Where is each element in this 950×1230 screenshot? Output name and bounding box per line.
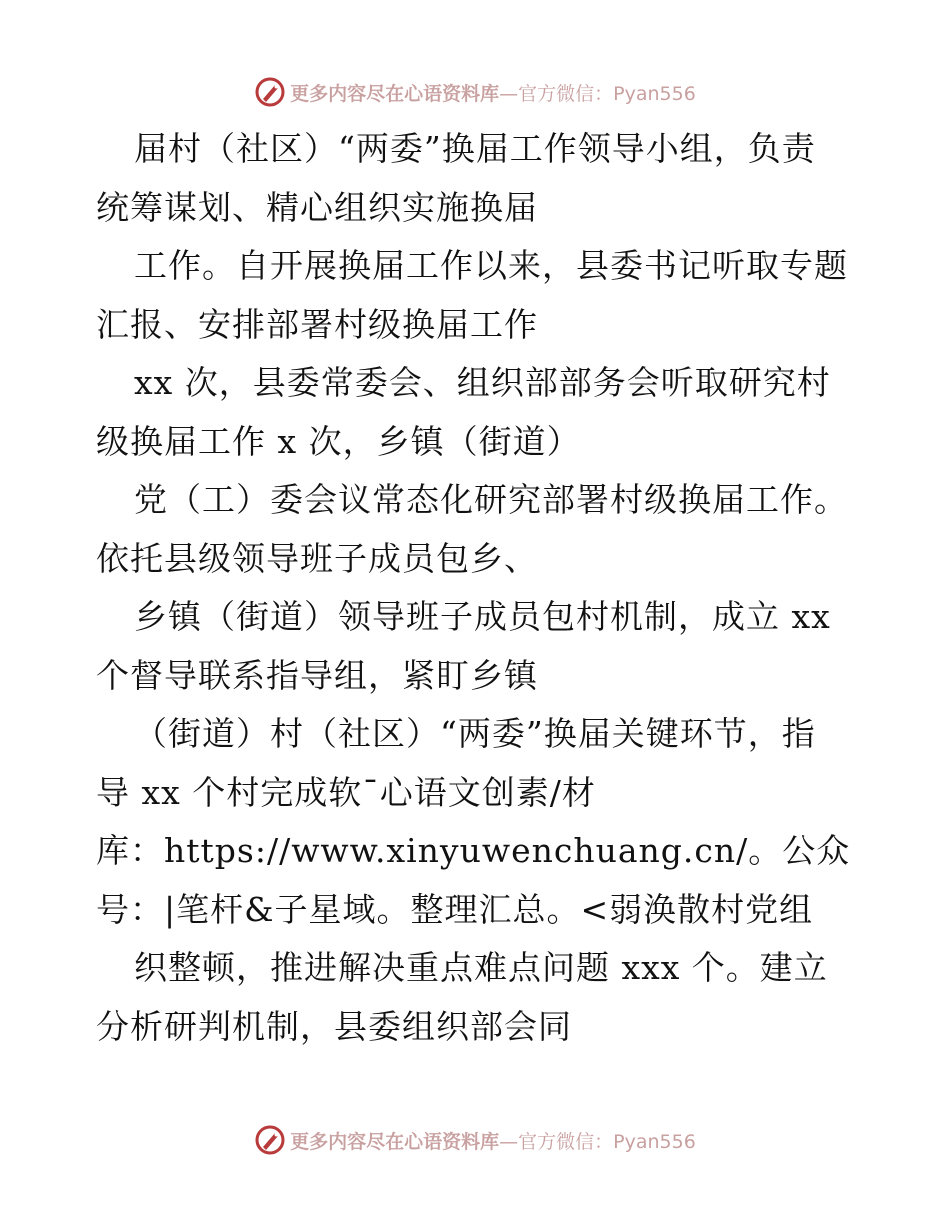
banner-sub-text: —官方微信：Pyan556 <box>499 1130 696 1153</box>
text-line: 统筹谋划、精心组织实施换届 <box>96 187 538 227</box>
text-line: 乡镇（街道）领导班子成员包村机制，成立 xx <box>134 597 831 636</box>
text-line: 党（工）委会议常态化研究部署村级换届工作。 <box>134 480 848 519</box>
text-line: （街道）村（社区）“两委”换届关键环节，指 <box>134 714 816 753</box>
header-watermark-banner <box>0 72 950 112</box>
text-line: 导 xx 个村完成软¯心语文创素/材 <box>96 772 596 812</box>
text-line: 库：https://www.xinyuwenchuang.cn/。公众 <box>96 831 851 870</box>
text-line: 汇报、安排部署村级换届工作 <box>96 304 538 344</box>
text-line: 工作。自开展换届工作以来，县委书记听取专题 <box>134 246 848 285</box>
banner-main-text: 更多内容尽在心语资料库 <box>290 1130 500 1153</box>
text-line: 个督导联系指导组，紧盯乡镇 <box>96 655 538 695</box>
text-line: 级换届工作 x 次，乡镇（街道） <box>96 421 581 461</box>
footer-watermark-banner <box>0 1120 950 1160</box>
text-line: 届村（社区）“两委”换届工作领导小组，负责 <box>134 129 816 168</box>
banner-main-text: 更多内容尽在心语资料库 <box>290 82 500 105</box>
pen-logo-icon <box>254 1124 286 1156</box>
text-line: 织整顿，推进解决重点难点问题 xxx 个。建立 <box>134 948 828 987</box>
pen-logo-icon <box>254 76 286 108</box>
banner-sub-text: —官方微信：Pyan556 <box>499 82 696 105</box>
text-line: 分析研判机制，县委组织部会同 <box>96 1006 572 1046</box>
document-body <box>96 120 876 1056</box>
text-line: 号：|笔杆&子星域。整理汇总。<弱涣散村党组 <box>96 889 814 929</box>
text-line: xx 次，县委常委会、组织部部务会听取研究村 <box>134 363 831 402</box>
text-line: 依托县级领导班子成员包乡、 <box>96 538 538 578</box>
